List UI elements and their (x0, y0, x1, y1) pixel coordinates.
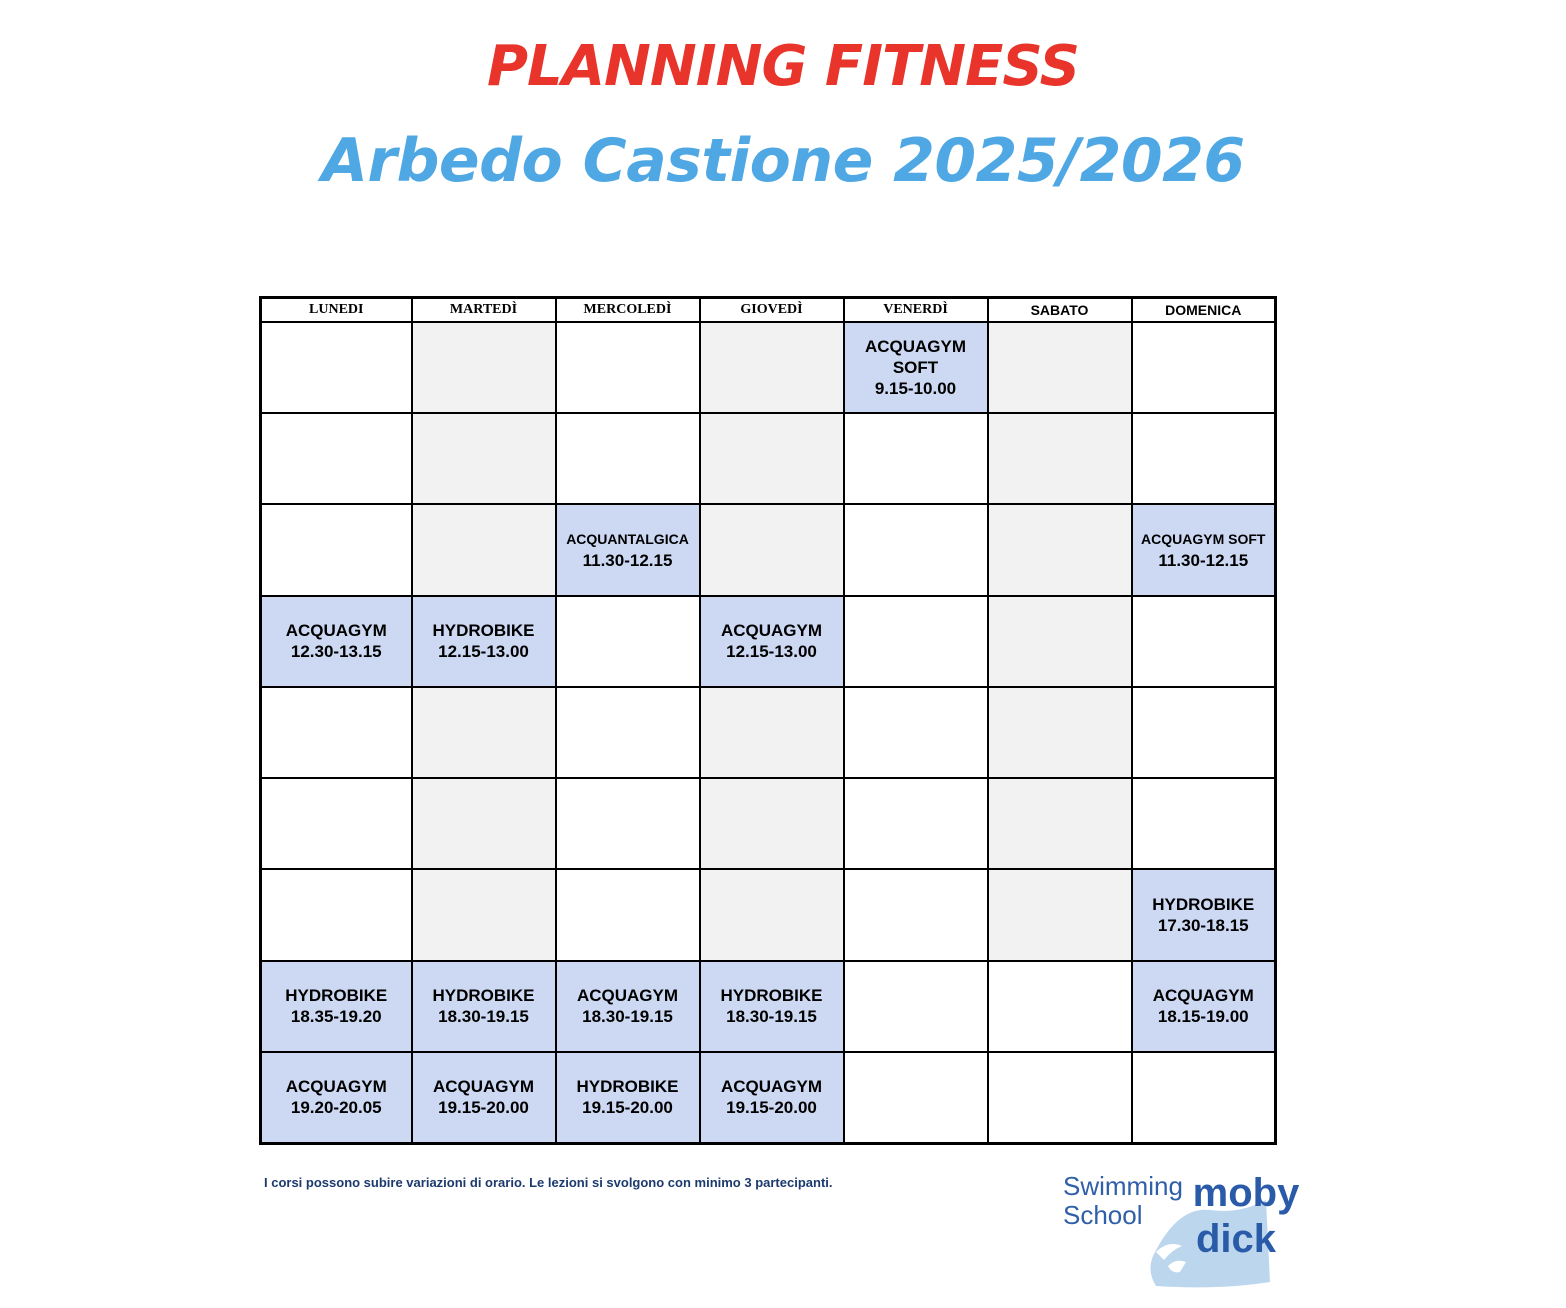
day-header-domenica: DOMENICA (1132, 298, 1276, 323)
slot-cell (988, 504, 1132, 595)
page-subtitle: Arbedo Castione 2025/2026 (321, 126, 1245, 196)
course-name: ACQUAGYM (720, 1077, 823, 1097)
slot-cell (412, 778, 556, 869)
course-time: 11.30-12.15 (582, 551, 673, 571)
slot-cell (261, 504, 412, 595)
course-time: 11.30-12.15 (1158, 551, 1249, 571)
slot-cell (700, 322, 844, 413)
course-time: 18.15-19.00 (1157, 1007, 1249, 1027)
course-cell-domenica-acquagym (1132, 961, 1276, 1052)
course-name: ACQUAGYM (720, 621, 823, 641)
slot-cell (556, 869, 700, 960)
slot-cell (556, 596, 700, 687)
slot-cell (844, 1052, 988, 1144)
slot-cell (844, 778, 988, 869)
course-cell-venerdi-acquagym-soft (844, 322, 988, 413)
slot-cell (988, 778, 1132, 869)
slot-cell (412, 504, 556, 595)
slot-cell (844, 687, 988, 778)
course-time: 19.15-20.00 (726, 1098, 817, 1118)
course-cell-giovedi-hydrobike (700, 961, 844, 1052)
course-time: 17.30-18.15 (1157, 915, 1249, 935)
course-name: ACQUAGYM (285, 1077, 387, 1097)
slot-cell (844, 413, 988, 504)
course-name: ACQUAGYM SOFT (1141, 531, 1266, 548)
course-name: ACQUAGYM (285, 621, 387, 641)
slot-cell (556, 687, 700, 778)
table-row (261, 322, 1276, 413)
slot-cell (700, 869, 844, 960)
course-cell-mercoledi-acquantalgica (556, 504, 700, 595)
course-time: 19.15-20.00 (582, 1098, 673, 1118)
course-cell-domenica-hydrobike (1132, 869, 1276, 960)
course-name: HYDROBIKE (576, 1077, 679, 1097)
course-name: HYDROBIKE (285, 986, 388, 1006)
course-cell-giovedi-acquagym (700, 1052, 844, 1144)
course-time: 18.30-19.15 (582, 1007, 673, 1027)
course-time: 18.30-19.15 (438, 1007, 529, 1027)
slot-cell (556, 413, 700, 504)
course-time: 19.15-20.00 (438, 1098, 529, 1118)
logo-line-swimming: Swimming (1063, 1171, 1183, 1201)
course-name: ACQUAGYM (1152, 986, 1254, 1006)
whale-icon (1060, 1170, 1300, 1295)
table-row (261, 1052, 1276, 1144)
course-name: HYDROBIKE (720, 986, 823, 1006)
course-cell-mercoledi-hydrobike (556, 1052, 700, 1144)
logo-brand-moby: moby (1192, 1171, 1300, 1215)
course-cell-mercoledi-acquagym (556, 961, 700, 1052)
course-cell-martedi-hydrobike (412, 596, 556, 687)
table-row (261, 504, 1276, 595)
page-title: PLANNING FITNESS (486, 34, 1080, 99)
slot-cell (261, 322, 412, 413)
table-row (261, 869, 1276, 960)
header-row (261, 298, 1276, 323)
slot-cell (1132, 778, 1276, 869)
moby-dick-logo (1060, 1170, 1300, 1295)
course-name: ACQUANTALGICA (566, 531, 689, 548)
slot-cell (988, 1052, 1132, 1144)
slot-cell (261, 869, 412, 960)
slot-cell (988, 596, 1132, 687)
slot-cell (412, 687, 556, 778)
slot-cell (1132, 687, 1276, 778)
table-row (261, 596, 1276, 687)
slot-cell (1132, 596, 1276, 687)
day-header-giovedi: GIOVEDÌ (700, 298, 844, 323)
slot-cell (844, 869, 988, 960)
slot-cell (261, 413, 412, 504)
slot-cell (261, 687, 412, 778)
table-row (261, 961, 1276, 1052)
slot-cell (1132, 1052, 1276, 1144)
day-header-mercoledi: MERCOLEDÌ (556, 298, 700, 323)
logo-line-school: School (1063, 1200, 1143, 1230)
day-header-martedi: MARTEDÌ (412, 298, 556, 323)
day-header-lunedi: LUNEDI (261, 298, 412, 323)
course-name: HYDROBIKE (1152, 894, 1255, 914)
slot-cell (988, 322, 1132, 413)
slot-cell (412, 322, 556, 413)
course-time: 19.20-20.05 (290, 1098, 382, 1118)
slot-cell (556, 778, 700, 869)
slot-cell (700, 687, 844, 778)
slot-cell (412, 413, 556, 504)
course-cell-lunedi-hydrobike (261, 961, 412, 1052)
day-header-venerdi: VENERDÌ (844, 298, 988, 323)
course-time: 12.15-13.00 (726, 642, 817, 662)
slot-cell (844, 961, 988, 1052)
slot-cell (1132, 413, 1276, 504)
course-time: 12.30-13.15 (290, 642, 382, 662)
slot-cell (988, 687, 1132, 778)
course-cell-martedi-acquagym (412, 1052, 556, 1144)
course-name: HYDROBIKE (432, 621, 535, 641)
course-name: HYDROBIKE (432, 986, 535, 1006)
slot-cell (412, 869, 556, 960)
day-header-sabato: SABATO (988, 298, 1132, 323)
course-time: 9.15-10.00 (874, 379, 957, 399)
course-cell-giovedi-acquagym (700, 596, 844, 687)
course-cell-lunedi-acquagym (261, 596, 412, 687)
slot-cell (261, 778, 412, 869)
slot-cell (700, 413, 844, 504)
footer-note: I corsi possono subire variazioni di orario. Le lezioni si svolgono con minimo 3 partecipanti. (264, 1175, 833, 1190)
slot-cell (556, 322, 700, 413)
slot-cell (988, 961, 1132, 1052)
slot-cell (844, 596, 988, 687)
course-cell-martedi-hydrobike (412, 961, 556, 1052)
table-row (261, 687, 1276, 778)
table-row (261, 413, 1276, 504)
course-cell-domenica-acquagym-soft (1132, 504, 1276, 595)
slot-cell (1132, 322, 1276, 413)
course-name: ACQUAGYM SOFT (864, 337, 967, 378)
course-name: ACQUAGYM (576, 986, 679, 1006)
logo-brand-dick: dick (1195, 1217, 1277, 1261)
slot-cell (700, 778, 844, 869)
slot-cell (988, 413, 1132, 504)
slot-cell (700, 504, 844, 595)
course-name: ACQUAGYM (432, 1077, 535, 1097)
course-cell-lunedi-acquagym (261, 1052, 412, 1144)
course-time: 18.35-19.20 (290, 1007, 382, 1027)
slot-cell (988, 869, 1132, 960)
course-time: 12.15-13.00 (438, 642, 529, 662)
course-time: 18.30-19.15 (726, 1007, 817, 1027)
schedule-table (259, 296, 1277, 1145)
slot-cell (844, 504, 988, 595)
table-row (261, 778, 1276, 869)
